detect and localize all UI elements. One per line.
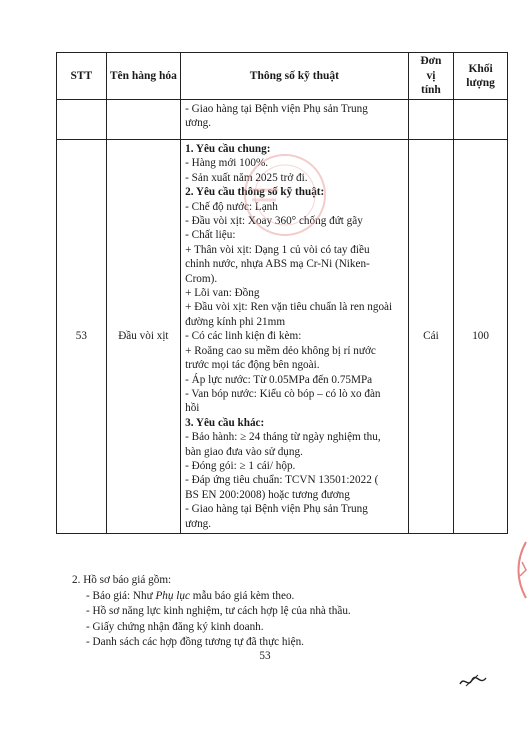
spec-line: - Đáp ứng tiêu chuẩn: TCVN 13501:2022 ( — [185, 474, 379, 487]
notes-item — [78, 604, 351, 620]
spec-line: + Roăng cao su mềm dẻo không bị rỉ nước — [185, 344, 376, 357]
notes-item-italic: Phụ lục — [155, 589, 190, 602]
notes-heading: 2. Hồ sơ báo giá gồm: — [72, 574, 172, 586]
spec-line: - Giao hàng tại Bệnh viện Phụ sản Trung — [185, 103, 368, 115]
spec-line: - Áp lực nước: Từ 0.05MPa đến 0.75MPa — [185, 373, 373, 386]
notes-list — [78, 589, 351, 651]
continued-spec-cell — [181, 100, 409, 140]
header-qty-line: Khối — [468, 62, 493, 75]
spec-line: Crom). — [185, 272, 218, 285]
quote-documents-section — [72, 573, 351, 651]
spec-section-heading: 2. Yêu cầu thông số kỹ thuật: — [185, 186, 325, 199]
spec-section-heading: 1. Yêu cầu chung: — [185, 143, 271, 155]
cell-empty — [408, 100, 454, 140]
notes-item-text: - Danh sách các hợp đồng tương tự đã thực hiện. — [86, 636, 304, 649]
page-number: 53 — [259, 650, 271, 662]
cell-qty: 100 — [454, 140, 508, 534]
header-unit-line: vị — [426, 69, 436, 82]
notes-item-text: - Giấy chứng nhận đăng ký kinh doanh. — [86, 620, 264, 633]
spec-line: - Sản xuất năm 2025 trở đi. — [185, 171, 308, 184]
cell-stt: 53 — [57, 140, 107, 534]
spec-line: - Có các linh kiện đi kèm: — [185, 330, 302, 343]
table-row — [57, 140, 508, 534]
spec-line: - Bảo hành: ≥ 24 tháng từ ngày nghiệm thu, — [185, 431, 381, 444]
spec-line: - Hàng mới 100%. — [185, 157, 269, 170]
spec-line: ương. — [185, 517, 212, 530]
spec-line: đường kính phi 21mm — [185, 315, 286, 328]
header-unit-line: tính — [421, 84, 441, 97]
spec-line: - Đóng gói: ≥ 1 cái/ hộp. — [185, 459, 296, 472]
signature-icon — [458, 672, 488, 690]
header-unit — [408, 53, 454, 100]
spec-line: - Chế độ nước: Lạnh — [185, 200, 278, 213]
header-spec: Thông số kỹ thuật — [181, 53, 409, 100]
header-name: Tên hàng hóa — [106, 53, 180, 100]
spec-line: - Đầu vòi xịt: Xoay 360° chống đứt gãy — [185, 215, 363, 228]
header-qty-line: lượng — [466, 77, 495, 89]
cell-empty — [57, 100, 107, 140]
spec-line: + Đầu vòi xịt: Ren vặn tiêu chuẩn là ren ngoài — [185, 301, 393, 314]
spec-line: - Giao hàng tại Bệnh viện Phụ sản Trung — [185, 503, 368, 516]
spec-table — [56, 52, 508, 534]
table-row-continued — [57, 100, 508, 140]
cell-item-name: Đầu vòi xịt — [106, 140, 180, 534]
notes-item-text: mẫu báo giá kèm theo. — [189, 589, 295, 602]
spec-line: hồi — [185, 402, 200, 415]
notes-item — [78, 589, 351, 605]
notes-item-text: - Hồ sơ năng lực kinh nghiệm, tư cách hợp lệ của nhà thầu. — [86, 605, 351, 618]
spec-line: trước mọi tác động bên ngoài. — [185, 359, 320, 372]
spec-line: + Thân vòi xịt: Dạng 1 củ vòi có tay điều — [185, 243, 370, 256]
cell-empty — [454, 100, 508, 140]
spec-line: - Chất liệu: — [185, 229, 236, 242]
spec-line: + Lõi van: Đồng — [185, 287, 260, 300]
spec-section-heading: 3. Yêu cầu khác: — [185, 416, 265, 429]
header-stt: STT — [57, 53, 107, 100]
cell-spec — [181, 140, 409, 534]
spec-line: bàn giao đưa vào sử dụng. — [185, 445, 303, 458]
header-qty — [454, 53, 508, 100]
cell-empty — [106, 100, 180, 140]
notes-item — [78, 620, 351, 636]
cell-unit: Cái — [408, 140, 454, 534]
spec-line: chỉnh nước, nhựa ABS mạ Cr-Ni (Niken- — [185, 258, 370, 271]
spec-line: - Van bóp nước: Kiểu cò bóp – có lò xo đàn — [185, 387, 381, 400]
notes-item — [78, 635, 351, 651]
spec-line: ương. — [185, 117, 212, 130]
notes-item-text: - Báo giá: Như — [86, 589, 156, 602]
edge-stamp-icon — [512, 540, 530, 600]
spec-line: BS EN 200:2008) hoặc tương đương — [185, 488, 350, 501]
table-header-row — [57, 53, 508, 100]
header-unit-line: Đơn — [420, 55, 442, 68]
